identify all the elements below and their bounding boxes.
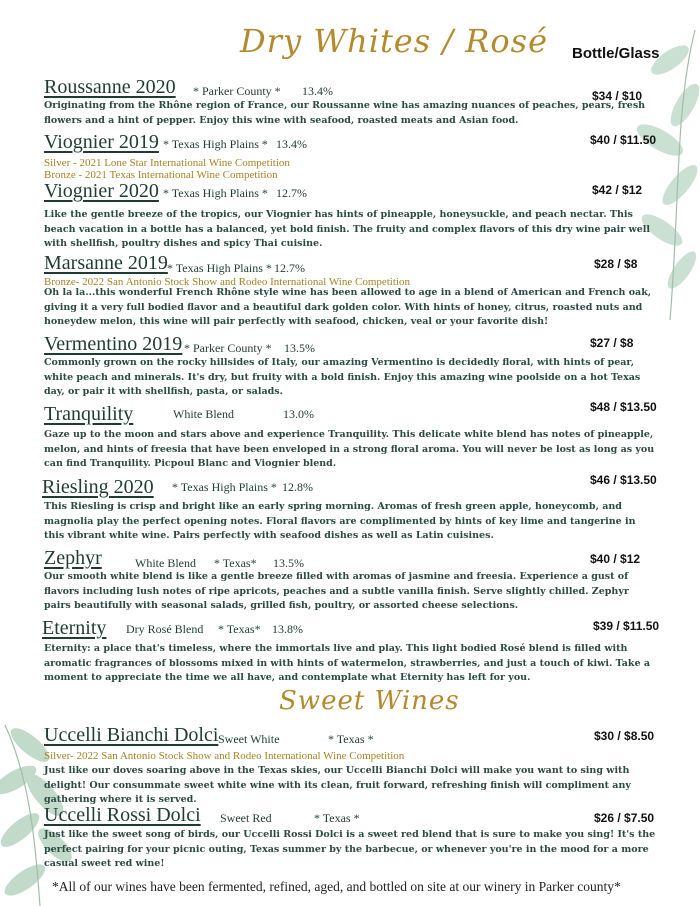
- wine-description: Just like our doves soaring above in the Texas skies, our Uccelli Bianchi Dolci will make you want to sing with delight! Our consummate sweet white wine with its clean, fruit forward, refreshing finish will compliment any gathering where it is served.: [44, 765, 631, 805]
- wine-award: Bronze - 2021 Texas International Wine Competition: [44, 169, 278, 181]
- wine-price: $40 / $11.50: [590, 133, 657, 147]
- wine-price: $40 / $12: [590, 552, 641, 566]
- wine-origin: * Texas High Plains *: [163, 186, 268, 200]
- footer-note: *All of our wines have been fermented, refined, aged, and bottled on site at our winery in Parker county*: [52, 879, 621, 894]
- wine-description: This Riesling is crisp and bright like an early spring morning. Aromas of fresh green apple, honeycomb, and magnolia play the perfect opening notes. Floral flavors are complimented by hints of key lime and tangerine in this vibrant white wine. Pairs perfectly with seafood dishes as well as Latin cuisines.: [44, 501, 636, 541]
- wine-origin: * Texas High Plains *: [172, 480, 277, 494]
- wine-abv: 12.7%: [276, 186, 307, 200]
- wine-name-tranquility: Tranquility: [44, 403, 134, 425]
- wine-price: $27 / $8: [590, 336, 634, 350]
- wine-price: $42 / $12: [592, 183, 643, 197]
- wine-abv: 13.8%: [272, 622, 303, 636]
- wine-name-marsanne: Marsanne 2019: [44, 252, 168, 274]
- wine-origin: * Texas *: [314, 811, 360, 825]
- wine-price: $39 / $11.50: [593, 619, 660, 633]
- wine-price: $48 / $13.50: [590, 400, 657, 414]
- wine-description: Like the gentle breeze of the tropics, our Viognier has hints of pineapple, honeysuckle, and peach nectar. This beach vacation in a bottle has a balanced, yet bold finish. The fruity and complex flavors of this dry wine pair well with shellfish, poultry dishes and spicy Thai cuisine.: [44, 209, 650, 249]
- wine-style: White Blend: [135, 556, 196, 570]
- wine-abv: 13.4%: [276, 137, 307, 151]
- dry-section-title: Dry Whites / Rosé: [240, 22, 548, 60]
- wine-name-uccelli-rossi-dolci: Uccelli Rossi Dolci: [44, 804, 201, 826]
- wine-style: Sweet White: [218, 732, 280, 746]
- wine-description: Commonly grown on the rocky hillsides of Italy, our amazing Vermentino is decidedly floral, with hints of pear, white peach and minerals. It's dry, but fruity with a bold finish. Enjoy this amazing wine poolside on a hot Texas day, or pair it with shellfish, pasta, or salads.: [44, 357, 641, 397]
- wine-abv: 13.0%: [283, 407, 314, 421]
- wine-name-vermentino: Vermentino 2019: [44, 333, 183, 355]
- wine-award: Silver- 2022 San Antonio Stock Show and Rodeo International Wine Competition: [44, 750, 405, 762]
- bottle-glass-column-label: Bottle/Glass: [572, 45, 660, 62]
- wine-name-roussanne: Roussanne 2020: [44, 76, 176, 98]
- wine-origin: * Texas High Plains *: [163, 137, 268, 151]
- wine-origin: * Parker County *: [184, 341, 272, 355]
- wine-description: Gaze up to the moon and stars above and experience Tranquility. This delicate white blend has notes of pineapple, melon, and hints of freesia that have been enveloped in a strong floral aroma. You will never be lost as long as you can find Tranquility. Picpoul Blanc and Viognier blend.: [44, 429, 655, 469]
- wine-abv: 12.8%: [282, 480, 313, 494]
- wine-origin: * Texas*: [214, 556, 257, 570]
- wine-price: $30 / $8.50: [594, 729, 655, 743]
- wine-description: Our smooth white blend is like a gentle breeze filled with aromas of jasmine and freesia. Experience a gust of flavors including lush notes of ripe apricots, peaches and a subtle vanilla finish. Serve slightly chilled. Zephyr pairs beautifully with seasonal salads, grilled fish, poultry, or assorted cheese selections.: [44, 571, 629, 611]
- wine-abv: 13.4%: [302, 84, 333, 98]
- wine-award: Bronze- 2022 San Antonio Stock Show and Rodeo International Wine Competition: [44, 276, 410, 288]
- wine-award: Silver - 2021 Lone Star International Wine Competition: [44, 157, 290, 169]
- wine-style: Sweet Red: [220, 811, 272, 825]
- wine-description: Oh la la...this wonderful French Rhône style wine has been allowed to age in a blend of American and French oak, giving it a very full bodied flavor and a beautiful dark golden color. With hints of honey, citrus, roasted nuts and honeydew melon, this wine will pair perfectly with seafood, chicken, veal or your favorite dish!: [44, 287, 652, 327]
- wine-description: Just like the sweet song of birds, our Uccelli Rossi Dolci is a sweet red blend that is sure to make you sing! It's the perfect pairing for your picnic outing, Texas summer by the barbecue, or whenever you're in the mood for a more casual sweet red wine!: [44, 829, 656, 869]
- wine-origin: * Texas *: [328, 732, 374, 746]
- wine-name-uccelli-bianchi-dolci: Uccelli Bianchi Dolci: [44, 724, 219, 746]
- wine-abv: 13.5%: [284, 341, 315, 355]
- wine-abv: 12.7%: [274, 261, 305, 275]
- wine-name-zephyr: Zephyr: [44, 547, 102, 569]
- wine-name-viognier-2020: Viognier 2020: [44, 180, 159, 202]
- wine-style: Dry Rosé Blend: [126, 622, 204, 636]
- wine-description: Originating from the Rhône region of France, our Roussanne wine has amazing nuances of peaches, pears, fresh flowers and a hint of pepper. Enjoy this wine with seafood, roasted meats and Asian food.: [44, 100, 646, 126]
- wine-name-eternity: Eternity: [42, 617, 107, 639]
- wine-origin: * Texas*: [218, 622, 261, 636]
- wine-origin: * Parker County *: [193, 84, 281, 98]
- wine-name-riesling: Riesling 2020: [42, 476, 154, 498]
- wine-origin: * Texas High Plains *: [167, 261, 272, 275]
- wine-abv: 13.5%: [273, 556, 304, 570]
- wine-price: $28 / $8: [594, 257, 638, 271]
- wine-name-viognier-2019: Viognier 2019: [44, 131, 159, 153]
- wine-description: Eternity: a place that's timeless, where the immortals live and play. This light bodied Rosé blend is filled with aromatic fragrances of blossoms mixed in with hints of watermelon, strawberries, and just a touch of kiwi. Take a moment to appreciate the time we all have, and contemplate what Eternity has left for you.: [44, 643, 650, 683]
- wine-price: $46 / $13.50: [590, 473, 657, 487]
- wine-price: $34 / $10: [592, 89, 643, 103]
- wine-price: $26 / $7.50: [594, 811, 655, 825]
- sweet-section-title: Sweet Wines: [279, 686, 460, 716]
- wine-style: White Blend: [173, 407, 234, 421]
